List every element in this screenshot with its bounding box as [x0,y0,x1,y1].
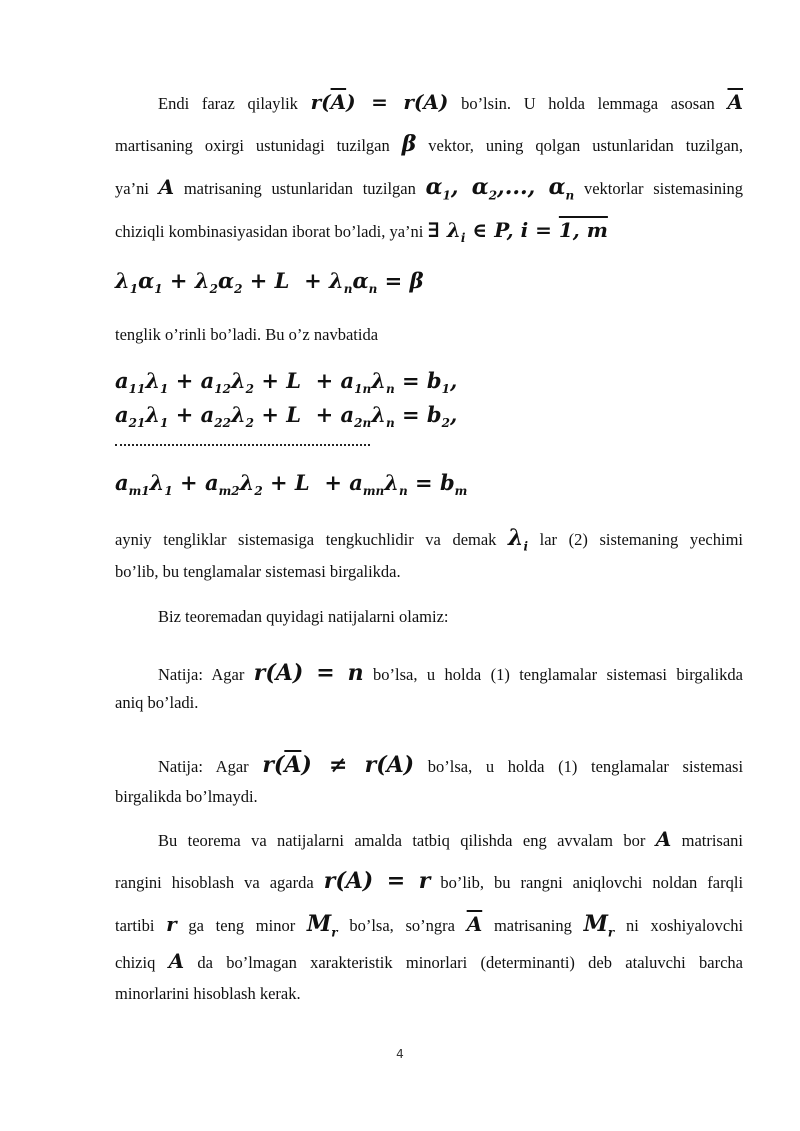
page-number: 4 [396,1047,404,1061]
paragraph-2: tenglik o’rinli bo’ladi. Bu o’z navbatida [115,325,379,344]
paragraph-6: Natija: Agar $r(\overline{A}) \ne r(A)$ bo’lsa, u holda (1) tenglamalar sistemasi [158,752,744,778]
paragraph-3: ayniy tengliklar sistemasiga tengkuchlidir va demak $\lambda_i$ lar (2) sistemaning yechimi [115,525,744,554]
equation-row-2: $a_{21}\lambda_1 + a_{22}\lambda_2 + L + a_{2n}\lambda_n = b_2$, [115,402,458,431]
paragraph-6-line-2: birgalikda bo’lmaydi. [115,787,258,806]
paragraph-3-line-2: bo’lib, bu tenglamalar sistemasi birgalikda. [115,562,401,581]
math-minor-mr: $M_r$ [583,911,615,940]
math-rank-equals-n: r(A) = n [253,660,364,686]
math-minor-mr: $M_r$ [306,911,338,940]
math-matrix-a: A [168,949,185,973]
math-extended-matrix: $\overline{A}$ [466,912,483,936]
paragraph-1-line-3: ya’ni A matrisaning ustunlaridan tuzilgan $\alpha_1$, $\alpha_2$,..., $\alpha_n$ vektorlar sistemasining [115,174,744,203]
paragraph-7-line-2: rangini hisoblash va agarda r(A) = r bo’lib, bu rangni aniqlovchi noldan farqli [115,868,744,894]
paragraph-4: Biz teoremadan quyidagi natijalarni olamiz: [158,607,449,626]
dotted-separator [115,444,370,446]
paragraph-7-line-5: minorlarini hisoblash kerak. [115,984,301,1003]
math-alpha-vectors: $\alpha_1$, $\alpha_2$,..., $\alpha_n$ [425,174,575,203]
math-rank-not-equal: $r(\overline{A}) \ne r(A)$ [262,752,415,778]
paragraph-7-line-4: chiziq A da bo’lmagan xarakteristik minorlari (determinanti) deb ataluvchi barcha [115,949,744,973]
math-exists-lambda: ∃ $\lambda_i$ ∈ P, i = 1, m [427,218,608,245]
math-lambda-i: $\lambda_i$ [508,525,529,554]
paragraph-1-line-4: chiziqli kombinasiyasidan iborat bo’ladi, ya’ni ∃ $\lambda_i$ ∈ P, i = 1, m [115,218,608,245]
paragraph-1-line-2: martisaning oxirgi ustunidagi tuzilgan β vektor, uning qolgan ustunlaridan tuzilgan, [115,131,744,157]
paragraph-7: Bu teorema va natijalarni amalda tatbiq qilishda eng avvalam bor A matrisani [158,827,744,851]
equation-row-1: $a_{11}\lambda_1 + a_{12}\lambda_2 + L + a_{1n}\lambda_n = b_1$, [115,368,458,397]
math-rank-equality: $r(\overline{A}) = r(A)$ [310,90,449,114]
paragraph-5: Natija: Agar r(A) = n bo’lsa, u holda (1) tenglamalar sistemasi birgalikda [158,660,743,686]
math-rank-equals-r: r(A) = r [323,868,431,894]
paragraph-7-line-3: tartibi r ga teng minor $M_r$ bo’lsa, so’ngra $\overline{A}$ matrisaning $M_r$ ni xoshiyalovchi [115,911,744,940]
formula-linear-combination: $\lambda_1\alpha_1 + \lambda_2\alpha_2 + L + \lambda_n\alpha_n = \beta$ [115,268,424,297]
math-matrix-a: A [158,175,175,199]
paragraph-1: Endi faraz qilaylik $r(\overline{A}) = r(A)$ bo’lsin. U holda lemmaga asosan $\overline{A}$ [158,90,744,114]
math-matrix-a: A [655,827,672,851]
math-r: r [166,912,177,936]
math-extended-matrix: $\overline{A}$ [727,90,744,114]
equation-row-m: $a_{m1}\lambda_1 + a_{m2}\lambda_2 + L + a_{mn}\lambda_n = b_m$ [115,470,468,499]
paragraph-5-line-2: aniq bo’ladi. [115,693,199,712]
math-beta: β [401,131,417,157]
